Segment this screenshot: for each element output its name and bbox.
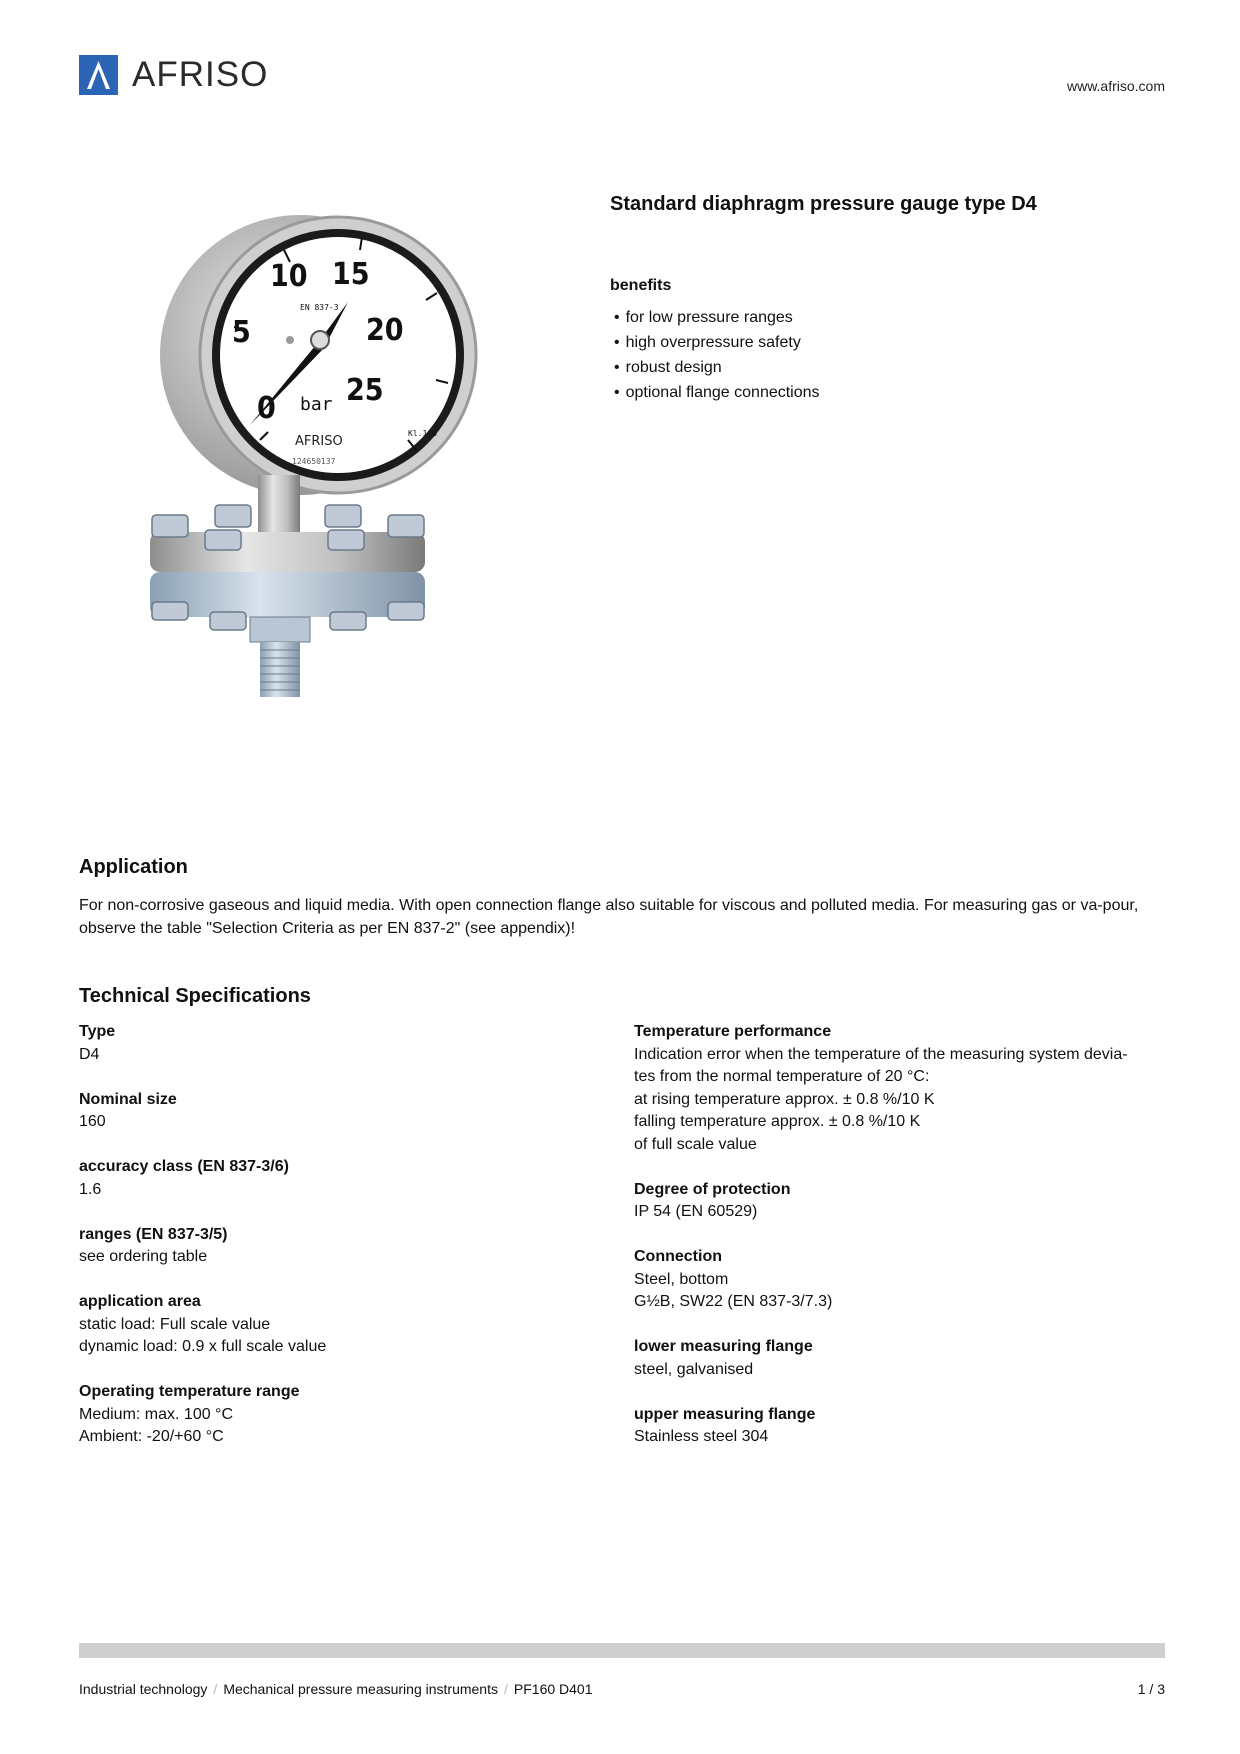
breadcrumb-item: Mechanical pressure measuring instruments [223, 1681, 498, 1697]
spec-item [79, 1291, 599, 1359]
spec-label: Type [79, 1023, 116, 1040]
dial-unit: bar [300, 394, 333, 415]
spec-value: Stainless steel 304 [634, 1428, 769, 1445]
spec-value: see ordering table [79, 1248, 208, 1265]
spec-column-right [634, 1021, 1154, 1471]
breadcrumb-item: PF160 D401 [513, 1681, 593, 1697]
footer-divider [79, 1643, 1165, 1658]
spec-item [79, 1381, 599, 1449]
spec-label: Connection [634, 1248, 722, 1265]
dial-tick-5: 5 [232, 315, 251, 350]
dial-serial: 124650137 [292, 457, 336, 466]
spec-item [634, 1336, 1154, 1381]
dial-tick-10: 10 [270, 259, 308, 294]
brand-name: AFRISO [132, 55, 269, 94]
list-item: • high overpressure safety [614, 330, 820, 355]
spec-item [634, 1179, 1154, 1224]
dial-class: Kl.1,6 [408, 429, 437, 438]
spec-label: application area [79, 1293, 201, 1310]
dial-brand: AFRISO [295, 434, 343, 449]
afriso-logo-icon [79, 55, 118, 95]
spec-value: 1.6 [79, 1180, 102, 1198]
breadcrumb-separator: / [213, 1681, 218, 1697]
spec-item [634, 1246, 1154, 1314]
breadcrumb-separator: / [504, 1681, 508, 1697]
dial-tick-20: 20 [366, 313, 404, 348]
spec-value: Indication error when the temperature of the measuring system devia- [634, 1045, 1128, 1063]
page-number: 1 / 3 [1137, 1681, 1165, 1697]
spec-label: Nominal size [79, 1090, 177, 1108]
website-link[interactable]: www.afriso.com [1066, 78, 1165, 94]
spec-label: accuracy class (EN 837-3/6) [79, 1158, 289, 1175]
spec-value: D4 [79, 1045, 100, 1063]
spec-label: Temperature performance [634, 1023, 832, 1040]
breadcrumb [79, 1681, 593, 1697]
product-image [150, 210, 490, 800]
list-item: • optional flange connections [614, 380, 820, 405]
spec-label: ranges (EN 837-3/5) [79, 1225, 228, 1243]
list-item: • for low pressure ranges [614, 305, 820, 330]
spec-heading: Technical Specifications [79, 985, 311, 1007]
spec-value: 160 [79, 1113, 106, 1130]
spec-value: tes from the normal temperature of 20 °C: [634, 1068, 930, 1085]
list-item: • robust design [614, 355, 820, 380]
spec-value: falling temperature approx. ± 0.8 %/10 K [634, 1113, 921, 1130]
spec-value: IP 54 (EN 60529) [634, 1203, 758, 1220]
spec-item [79, 1089, 599, 1134]
product-title: Standard diaphragm pressure gauge type D4 [610, 193, 1037, 215]
spec-value: at rising temperature approx. ± 0.8 %/10 K [634, 1090, 935, 1108]
benefits-heading: benefits [610, 277, 672, 294]
spec-label: lower measuring flange [634, 1338, 813, 1355]
brand-logo [79, 55, 268, 95]
application-heading: Application [79, 856, 188, 878]
spec-item [634, 1404, 1154, 1449]
spec-value: steel, galvanised [634, 1360, 754, 1378]
spec-label: Degree of protection [634, 1180, 791, 1198]
spec-value: dynamic load: 0.9 x full scale value [79, 1338, 327, 1355]
dial-tick-0: 0 [257, 391, 276, 426]
dial-tick-25: 25 [346, 373, 384, 408]
dial-tick-15: 15 [332, 257, 370, 292]
spec-column-left [79, 1021, 599, 1471]
spec-label: upper measuring flange [634, 1405, 816, 1423]
breadcrumb-item: Industrial technology [79, 1681, 208, 1697]
spec-value: Ambient: -20/+60 °C [79, 1428, 224, 1445]
application-text: For non-corrosive gaseous and liquid media. With open connection flange also suitable for viscous and polluted media. For measuring gas or va-pour, observe the table "Selection Criteria as per EN 837-2" (see appendix)! [79, 897, 1139, 937]
dial-standard: EN 837-3 [300, 303, 339, 312]
spec-value: static load: Full scale value [79, 1315, 271, 1333]
spec-item [634, 1021, 1154, 1156]
spec-item [79, 1156, 599, 1201]
spec-label: Operating temperature range [79, 1383, 300, 1400]
spec-value: of full scale value [634, 1135, 757, 1153]
benefits-list [614, 305, 820, 405]
spec-value: G½B, SW22 (EN 837-3/7.3) [634, 1293, 833, 1310]
spec-value: Steel, bottom [634, 1270, 729, 1288]
spec-item [79, 1021, 599, 1066]
spec-item [79, 1224, 599, 1269]
spec-value: Medium: max. 100 °C [79, 1405, 234, 1423]
